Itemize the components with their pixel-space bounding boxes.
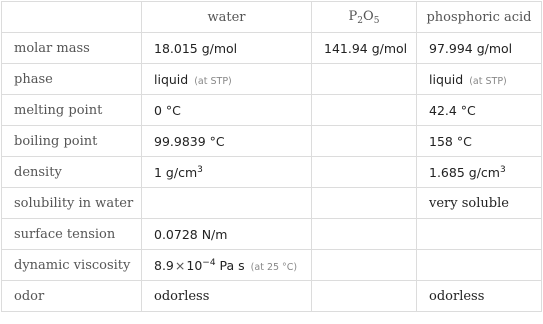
cell-water-density [142,157,312,188]
cell-water-molar-mass: 18.015 g/mol [142,33,312,64]
p2o5-symbol-o: O [363,8,374,24]
cell-water-melting-point: 0 °C [142,95,312,126]
cell-phosphoric-boiling-point: 158 °C [417,126,542,157]
table-row-molar-mass [2,33,542,64]
cell-phosphoric-density [417,157,542,188]
cell-water-viscosity [142,250,312,281]
row-label: phase [2,64,142,95]
properties-table [1,1,542,312]
column-header-p2o5 [312,2,417,33]
table-row-phase [2,64,542,95]
density-value: 1 g/cm [154,164,198,180]
cell-p2o5-viscosity [312,250,417,281]
column-header-phosphoric-acid: phosphoric acid [417,2,542,33]
viscosity-mantissa: 8.9 [154,257,174,273]
p2o5-subscript-2: 2 [357,15,364,26]
row-label: dynamic viscosity [2,250,142,281]
table-row-density [2,157,542,188]
table-row-solubility [2,188,542,219]
cell-p2o5-boiling-point [312,126,417,157]
viscosity-base: 10 [186,257,203,273]
table-row-odor [2,281,542,312]
p2o5-subscript-5: 5 [373,15,380,26]
row-label: odor [2,281,142,312]
row-label: melting point [2,95,142,126]
cell-phosphoric-solubility: very soluble [417,188,542,219]
row-label: surface tension [2,219,142,250]
cell-phosphoric-molar-mass: 97.994 g/mol [417,33,542,64]
cell-p2o5-surface-tension [312,219,417,250]
cell-phosphoric-melting-point: 42.4 °C [417,95,542,126]
table-row-boiling-point [2,126,542,157]
cell-phosphoric-surface-tension [417,219,542,250]
cell-p2o5-melting-point [312,95,417,126]
row-label: molar mass [2,33,142,64]
row-label: solubility in water [2,188,142,219]
phase-value: liquid [429,71,464,87]
row-label: boiling point [2,126,142,157]
row-label: density [2,157,142,188]
phase-value: liquid [154,71,189,87]
cell-water-odor: odorless [142,281,312,312]
table-row-dynamic-viscosity [2,250,542,281]
density-value: 1.685 g/cm [429,164,500,180]
cell-water-solubility [142,188,312,219]
cell-phosphoric-phase [417,64,542,95]
condition-note: (at STP) [194,75,232,87]
condition-note: (at STP) [469,75,507,87]
cell-p2o5-density [312,157,417,188]
column-header-water: water [142,2,312,33]
unit-exponent: 3 [197,164,203,175]
p2o5-symbol-p: P [348,8,358,24]
viscosity-exponent: −4 [202,257,216,268]
viscosity-unit: Pa s [219,257,245,273]
cell-water-phase [142,64,312,95]
header-row [2,2,542,33]
unit-exponent: 3 [499,164,506,175]
cell-phosphoric-viscosity [417,250,542,281]
cell-p2o5-odor [312,281,417,312]
condition-note: (at 25 °C) [250,261,298,273]
cell-water-surface-tension: 0.0728 N/m [142,219,312,250]
cell-phosphoric-odor: odorless [417,281,542,312]
table-row-surface-tension [2,219,542,250]
times-sign: × [174,257,186,273]
corner-cell [2,2,142,33]
cell-p2o5-phase [312,64,417,95]
cell-p2o5-solubility [312,188,417,219]
cell-p2o5-molar-mass: 141.94 g/mol [312,33,417,64]
table-row-melting-point [2,95,542,126]
cell-water-boiling-point: 99.9839 °C [142,126,312,157]
